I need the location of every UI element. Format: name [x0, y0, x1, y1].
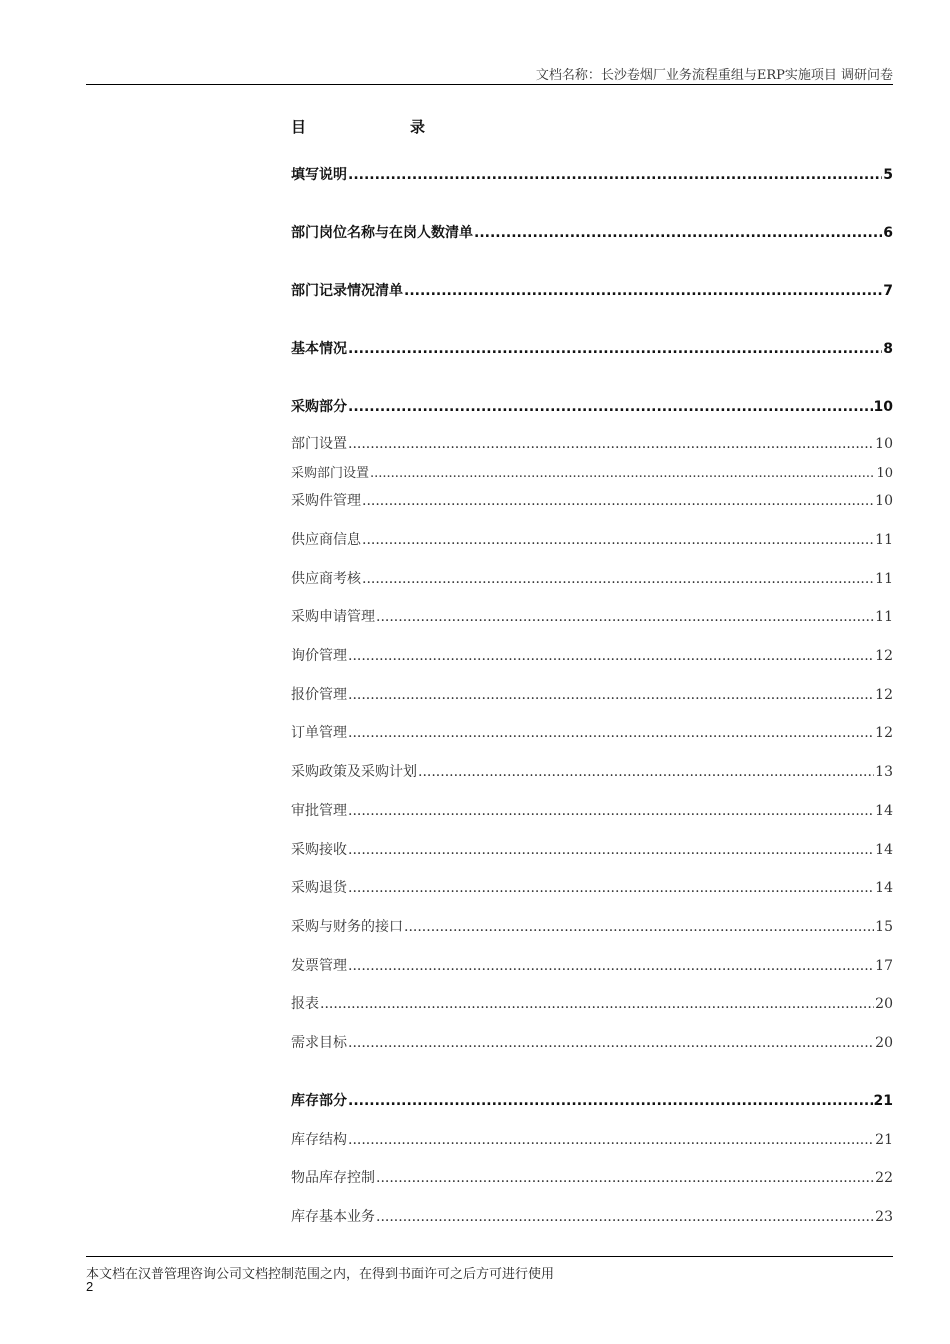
toc-entry-page: 14 [875, 880, 893, 896]
toc-entry-label: 部门设置 [291, 436, 347, 452]
toc-entry[interactable] [291, 1167, 893, 1187]
toc-entry-label: 采购政策及采购计划 [291, 764, 417, 780]
toc-entry-page: 11 [875, 609, 893, 625]
toc-entry-label: 供应商考核 [291, 571, 361, 587]
toc-entry[interactable] [291, 462, 893, 481]
toc-entry-page: 5 [883, 167, 893, 183]
toc-entry-label: 询价管理 [291, 648, 347, 664]
toc-entry-leader [348, 958, 874, 974]
toc-entry-page: 15 [875, 919, 893, 935]
toc-entry[interactable] [291, 490, 893, 510]
toc-entry-leader [348, 436, 874, 452]
toc-entry-leader [376, 609, 874, 625]
toc-entry[interactable] [291, 955, 893, 975]
toc-entry-page: 8 [883, 341, 893, 357]
toc-entry-label: 报表 [291, 996, 319, 1012]
toc-entry-page: 6 [883, 225, 893, 241]
toc-entry-label: 基本情况 [291, 341, 347, 357]
toc-entry-leader [348, 341, 882, 357]
toc-entry-leader [348, 803, 874, 819]
toc-entry-label: 订单管理 [291, 725, 347, 741]
toc-entry-label: 库存部分 [291, 1093, 347, 1109]
toc-entry-label: 库存基本业务 [291, 1209, 375, 1225]
toc-entry[interactable] [291, 1032, 893, 1052]
toc-entry-leader [348, 167, 882, 183]
toc-entry[interactable] [291, 800, 893, 820]
toc-entry-page: 12 [875, 725, 893, 741]
toc-entry-label: 库存结构 [291, 1132, 347, 1148]
toc-entry-page: 10 [876, 466, 893, 481]
toc-entry-label: 部门岗位名称与在岗人数清单 [291, 225, 473, 241]
toc-entry[interactable] [291, 606, 893, 626]
toc-entry-label: 采购部门设置 [291, 466, 370, 481]
toc-entry-leader [362, 571, 874, 587]
toc-entry-label: 供应商信息 [291, 532, 361, 548]
toc-entry-leader [362, 532, 874, 548]
toc-entry-page: 12 [875, 687, 893, 703]
toc-entry-leader [348, 1035, 874, 1051]
toc-entry-page: 10 [875, 493, 893, 509]
page-footer [86, 1256, 893, 1294]
toc-entry-label: 发票管理 [291, 958, 347, 974]
toc-heading [291, 116, 425, 137]
toc-entry[interactable] [291, 722, 893, 742]
toc-entry-leader [404, 919, 874, 935]
toc-entry[interactable] [291, 839, 893, 859]
toc-entry-page: 12 [875, 648, 893, 664]
toc-entry[interactable] [291, 761, 893, 781]
toc-entry-page: 21 [875, 1132, 893, 1148]
toc-entry-leader [370, 466, 875, 481]
toc-entry-page: 14 [875, 842, 893, 858]
toc-entry-leader [348, 399, 873, 415]
toc-entry-label: 采购申请管理 [291, 609, 375, 625]
toc-entry-label: 需求目标 [291, 1035, 347, 1051]
toc-entry-leader [376, 1209, 874, 1225]
document-title: 文档名称：长沙卷烟厂业务流程重组与ERP实施项目 调研问卷 [535, 68, 893, 83]
toc-entry-label: 报价管理 [291, 687, 347, 703]
toc-entry-page: 10 [875, 436, 893, 452]
toc-entry[interactable] [291, 222, 893, 242]
toc-entry-label: 采购与财务的接口 [291, 919, 403, 935]
toc-entry-label: 采购接收 [291, 842, 347, 858]
toc-entry-leader [362, 493, 874, 509]
toc-entry-label: 部门记录情况清单 [291, 283, 403, 299]
toc-entry-page: 22 [875, 1170, 893, 1186]
toc-entry[interactable] [291, 338, 893, 358]
toc-entry-leader [348, 1132, 874, 1148]
toc-entry[interactable] [291, 529, 893, 549]
toc-entry-page: 10 [873, 399, 893, 415]
toc-entry-leader [404, 283, 882, 299]
toc-entry[interactable] [291, 645, 893, 665]
toc-entry-label: 填写说明 [291, 167, 347, 183]
toc-heading-left: 目 [291, 118, 307, 136]
footer-notice: 本文档在汉普管理咨询公司文档控制范围之内，在得到书面许可之后方可进行使用 [86, 1267, 555, 1282]
toc-entry-leader [348, 648, 874, 664]
toc-entry-leader [474, 225, 882, 241]
toc-entry[interactable] [291, 684, 893, 704]
toc-entry[interactable] [291, 433, 893, 453]
toc-entry[interactable] [291, 1129, 893, 1149]
toc-entry-page: 20 [875, 1035, 893, 1051]
toc-entry-label: 采购件管理 [291, 493, 361, 509]
toc-entry[interactable] [291, 877, 893, 897]
toc-entry[interactable] [291, 396, 893, 416]
toc-entry-leader [348, 725, 874, 741]
toc-entry[interactable] [291, 568, 893, 588]
toc-entry-leader [418, 764, 874, 780]
toc-entry-label: 审批管理 [291, 803, 347, 819]
toc-heading-right: 录 [410, 118, 426, 136]
toc-entry[interactable] [291, 916, 893, 936]
toc-entry-leader [348, 1093, 873, 1109]
toc-entry-leader [320, 996, 874, 1012]
toc-entry-page: 20 [875, 996, 893, 1012]
toc-entry-page: 14 [875, 803, 893, 819]
toc-entry[interactable] [291, 1206, 893, 1226]
toc-entry[interactable] [291, 164, 893, 184]
toc-entry-label: 采购退货 [291, 880, 347, 896]
toc-entry-page: 11 [875, 571, 893, 587]
toc-entry-leader [376, 1170, 874, 1186]
toc-entry-leader [348, 687, 874, 703]
toc-entry-label: 采购部分 [291, 399, 347, 415]
toc-entry-page: 11 [875, 532, 893, 548]
toc-entry-label: 物品库存控制 [291, 1170, 375, 1186]
toc-entry[interactable] [291, 280, 893, 300]
toc-entry-page: 13 [875, 764, 893, 780]
toc-entry[interactable] [291, 993, 893, 1013]
toc-entry-page: 7 [883, 283, 893, 299]
toc-entry-page: 21 [873, 1093, 893, 1109]
toc-entry[interactable] [291, 1090, 893, 1110]
toc-entry-leader [348, 842, 874, 858]
page-header [86, 64, 893, 85]
toc-entry-page: 23 [875, 1209, 893, 1225]
toc-entry-leader [348, 880, 874, 896]
toc-entry-page: 17 [875, 958, 893, 974]
page-number: 2 [86, 1279, 94, 1294]
